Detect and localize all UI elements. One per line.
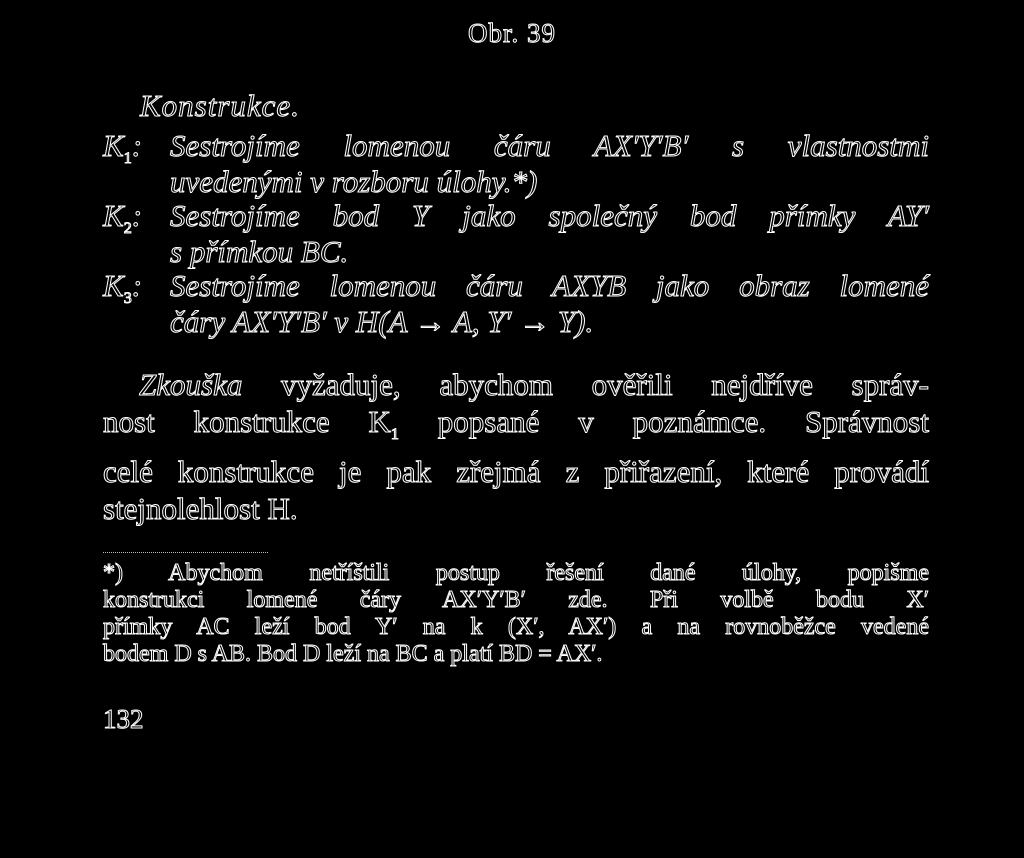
step-label: $K_2$: bbox=[103, 198, 143, 238]
step-line: Sestrojíme lomenou čáru AXYB jako obraz lomené bbox=[170, 268, 929, 303]
step-line: čáry AX′Y′B′ v H(A → A, Y′ → Y). bbox=[170, 304, 594, 339]
footnote-line: konstrukci lomené čáry AX′Y′B′ zde. Při volbě bodu X′ bbox=[103, 587, 929, 613]
paragraph-line: celé konstrukce je pak zřejmá z přiřazení, které provádí bbox=[103, 454, 929, 490]
footnote-line: *) Abychom netříštili postup řešení dané úlohy, popišme bbox=[103, 560, 929, 586]
step-text bbox=[170, 128, 929, 200]
step-text bbox=[170, 268, 929, 340]
paragraph-line: stejnolehlost H. bbox=[103, 491, 298, 527]
footnote-line: bodem D s AB. Bod D leží na BC a platí BD = AX′. bbox=[103, 641, 603, 667]
verification-lead: Zkouška bbox=[139, 367, 243, 402]
page-number: 132 bbox=[103, 704, 144, 734]
step-text bbox=[170, 198, 929, 270]
paragraph-line: Zkouška vyžaduje, abychom ověřili nejdříve správ- bbox=[139, 367, 929, 402]
step-line: s přímkou BC. bbox=[170, 234, 349, 269]
step-label: $K_1$: bbox=[103, 128, 143, 168]
footnote-divider bbox=[103, 552, 268, 553]
construction-heading: Konstrukce. bbox=[140, 88, 300, 123]
paragraph-line: nost konstrukce $K_1$ popsané v poznámce. Správnost bbox=[103, 404, 929, 444]
verification-paragraph bbox=[103, 366, 929, 527]
step-line: uvedenými v rozboru úlohy.*) bbox=[170, 164, 538, 199]
footnote-line: přímky AC leží bod Y′ na k (X′, AX′) a na rovnoběžce vedené bbox=[103, 614, 929, 640]
step-label: $K_3$: bbox=[103, 268, 143, 308]
footnote bbox=[103, 560, 929, 668]
step-line: Sestrojíme lomenou čáru AX′Y′B′ s vlastnostmi bbox=[170, 128, 929, 163]
figure-caption: Obr. 39 bbox=[468, 18, 556, 48]
step-line: Sestrojíme bod Y jako společný bod přímky AY′ bbox=[170, 198, 929, 233]
